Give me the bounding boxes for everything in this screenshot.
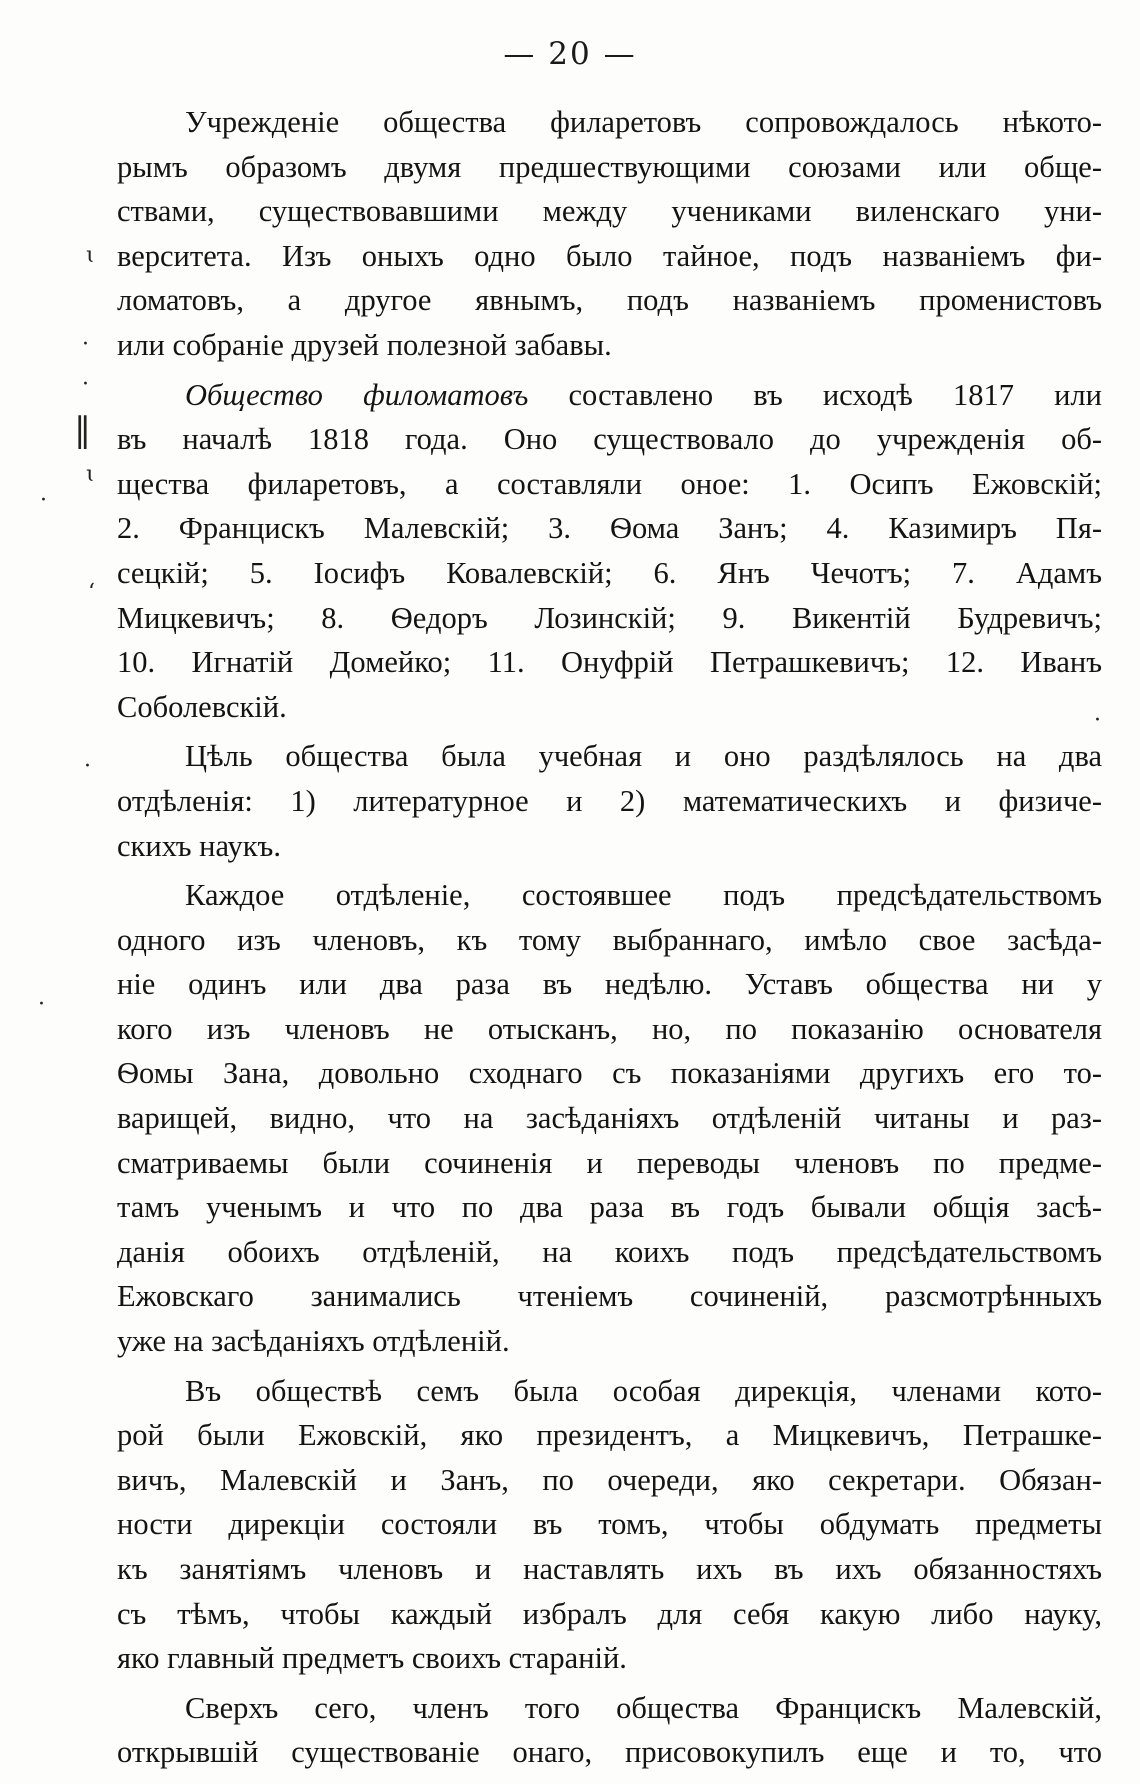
text-line: Ѳомы Зана, довольно сходнаго съ показаніями другихъ его то- [117,1056,1102,1091]
text-line: сецкій; 5. Іосифъ Ковалевскій; 6. Янъ Чечотъ; 7. Адамъ [117,555,1102,590]
text-line: Сверхъ сего, членъ того общества Францискъ Малевскій, [185,1690,1102,1725]
text-line: Каждое отдѣленіе, состоявшее подъ предсѣдательствомъ [185,878,1102,913]
margin-mark-4: ‖ [74,410,91,450]
margin-mark-5: ɩ [86,462,95,487]
paragraph-1 [117,100,1102,368]
text-line: ніе одинъ или два раза въ недѣлю. Уставъ общества ни у [117,967,1102,1002]
text-line: ности дирекціи состояли въ томъ, чтобы обдумать предметы [117,1507,1102,1542]
paragraph-5 [117,1369,1102,1681]
text-line: Мицкевичъ; 8. Ѳедоръ Лозинскій; 9. Викентій Будревичъ; [117,600,1102,635]
text-line: съ тѣмъ, чтобы каждый избралъ для себя какую либо науку, [117,1596,1102,1631]
text-line: ломатовъ, а другое явнымъ, подъ названіемъ променистовъ [117,283,1102,318]
text-line: уже на засѣданіяхъ отдѣленій. [117,1324,510,1359]
text-line: Цѣль общества была учебная и оно раздѣлялось на два [185,739,1102,774]
margin-mark-7: ʻ [88,580,95,605]
text-line: одного изъ членовъ, къ тому выбраннаго, имѣло свое засѣда- [117,922,1102,957]
margin-mark-3: · [82,372,89,397]
text-line: данія обоихъ отдѣленій, на коихъ подъ предсѣдательствомъ [117,1234,1102,1269]
text-line: Соболевскій. [117,689,287,724]
text-line: ствами, существовавшими между учениками виленскаго уни- [117,194,1102,229]
text-line: скихъ наукъ. [117,828,281,863]
text-line: вичъ, Малевскій и Занъ, по очереди, яко секретари. Обязан- [117,1462,1102,1497]
text-line: варищей, видно, что на засѣданіяхъ отдѣленій читаны и раз- [117,1101,1102,1136]
margin-mark-10: · [38,992,45,1017]
text-line: Въ обществѣ семъ была особая дирекція, членами кото- [185,1373,1102,1408]
text-line: верситета. Изъ оныхъ одно было тайное, подъ названіемъ фи- [117,238,1102,273]
text-line: открывшій существованіе онаго, присовокупилъ еще и то, что [117,1735,1102,1770]
margin-mark-6: · [40,488,47,513]
paragraph-2 [117,373,1102,730]
margin-mark-2: · [82,332,89,357]
text-line: отдѣленія: 1) литературное и 2) математическихъ и физиче- [117,783,1102,818]
text-line: щества филаретовъ, а составляли оное: 1. Осипъ Ежовскій; [117,466,1102,501]
text-line: кого изъ членовъ не отысканъ, но, по показанію основателя [117,1011,1102,1046]
text-line [117,373,1102,418]
text-line: сматриваемы были сочиненія и переводы членовъ по предме- [117,1145,1102,1180]
text-line: 10. Игнатій Домейко; 11. Онуфрій Петрашкевичъ; 12. Иванъ [117,645,1102,680]
margin-mark-1: ɩ [86,243,95,268]
paragraph-6 [117,1686,1102,1775]
text-line: въ началѣ 1818 года. Оно существовало до учрежденія об- [117,422,1102,457]
text-line: къ занятіямъ членовъ и наставлять ихъ въ ихъ обязанностяхъ [117,1552,1102,1586]
italic-heading: Общество филоматовъ [185,377,529,412]
text-line: рымъ образомъ двумя предшествующими союзами или обще- [117,149,1102,184]
margin-mark-9: · [1094,708,1101,733]
body-text [117,100,1102,1780]
paragraph-4 [117,873,1102,1364]
text-line: тамъ ученымъ и что по два раза въ годъ бывали общія засѣ- [117,1190,1102,1225]
text-line: или собраніе друзей полезной забавы. [117,327,612,362]
text-fragment: составлено въ исходѣ 1817 или [528,377,1102,412]
text-line: яко главный предметъ своихъ стараній. [117,1641,627,1676]
text-line: 2. Францискъ Малевскій; 3. Ѳома Занъ; 4. Казимиръ Пя- [117,511,1102,546]
text-line: Ежовскаго занимались чтеніемъ сочиненій, разсмотрѣнныхъ [117,1279,1102,1314]
text-line: Учрежденіе общества филаретовъ сопровождалось нѣкото- [185,105,1102,139]
margin-mark-8: · [84,754,91,779]
page-number: — 20 — [503,36,637,72]
text-line: рой были Ежовскій, яко президентъ, а Мицкевичъ, Петрашке- [117,1418,1102,1453]
paragraph-3 [117,734,1102,868]
